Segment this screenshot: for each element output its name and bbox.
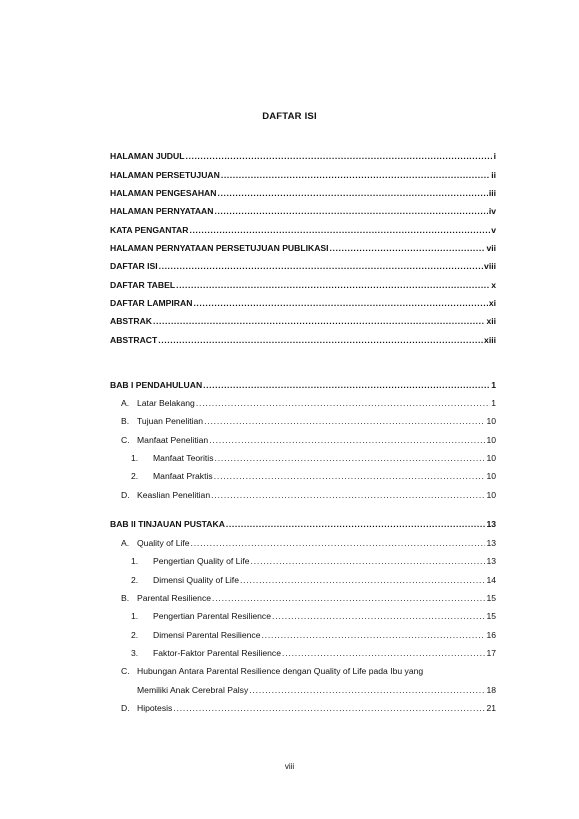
toc-entry-manfaat-praktis[interactable]: 2. Manfaat Praktis ..... 10 <box>131 467 496 481</box>
toc-entry-halaman-pernyataan[interactable]: HALAMAN PERNYATAAN ..... iv <box>110 202 496 216</box>
page-number: viii <box>284 762 295 771</box>
toc-entry-dimensi-parental-resilience[interactable]: 2. Dimensi Parental Resilience ..... 16 <box>131 626 496 640</box>
toc-chapter-bab-1[interactable]: BAB I PENDAHULUAN ..... 1 <box>110 376 496 390</box>
toc-entry-latar-belakang[interactable]: A. Latar Belakang ..... 1 <box>121 394 496 408</box>
toc-entry-abstract[interactable]: ABSTRACT ..... xiii <box>110 331 496 345</box>
toc-entry-parental-resilience[interactable]: B. Parental Resilience ..... 15 <box>121 589 496 603</box>
toc-entry-kata-pengantar[interactable]: KATA PENGANTAR ..... v <box>110 221 496 235</box>
toc-entry-faktor-parental-resilience[interactable]: 3. Faktor-Faktor Parental Resilience ..... 17 <box>131 644 496 658</box>
page-title: DAFTAR ISI <box>262 111 317 122</box>
toc-entry-hubungan-line-1[interactable]: C. Hubungan Antara Parental Resilience dengan Quality of Life pada Ibu yang <box>121 666 424 676</box>
toc-entry-halaman-judul[interactable]: HALAMAN JUDUL ..... i <box>110 147 496 161</box>
toc-entry-tujuan-penelitian[interactable]: B. Tujuan Penelitian ..... 10 <box>121 412 496 426</box>
toc-entry-abstrak[interactable]: ABSTRAK ..... xii <box>110 312 496 326</box>
toc-entry-daftar-tabel[interactable]: DAFTAR TABEL ..... x <box>110 276 496 290</box>
toc-entry-quality-of-life[interactable]: A. Quality of Life ..... 13 <box>121 534 496 548</box>
toc-entry-daftar-lampiran[interactable]: DAFTAR LAMPIRAN ..... xi <box>110 294 496 308</box>
toc-entry-dimensi-quality-of-life[interactable]: 2. Dimensi Quality of Life ..... 14 <box>131 571 496 585</box>
toc-entry-daftar-isi[interactable]: DAFTAR ISI ..... viii <box>110 257 496 271</box>
toc-entry-halaman-pengesahan[interactable]: HALAMAN PENGESAHAN ..... iii <box>110 184 496 198</box>
toc-entry-manfaat-teoritis[interactable]: 1. Manfaat Teoritis ..... 10 <box>131 449 496 463</box>
toc-entry-hubungan-line-2[interactable]: Memiliki Anak Cerebral Palsy ..... 18 <box>137 681 496 695</box>
toc-entry-persetujuan-publikasi[interactable]: HALAMAN PERNYATAAN PERSETUJUAN PUBLIKASI ..... vii <box>110 239 496 253</box>
toc-entry-pengertian-quality-of-life[interactable]: 1. Pengertian Quality of Life ..... 13 <box>131 552 496 566</box>
toc-entry-pengertian-parental-resilience[interactable]: 1. Pengertian Parental Resilience ..... 15 <box>131 607 496 621</box>
toc-entry-keaslian-penelitian[interactable]: D. Keaslian Penelitian ..... 10 <box>121 486 496 500</box>
toc-entry-hipotesis[interactable]: D. Hipotesis ..... 21 <box>121 699 496 713</box>
toc-entry-halaman-persetujuan[interactable]: HALAMAN PERSETUJUAN ..... ii <box>110 166 496 180</box>
toc-entry-manfaat-penelitian[interactable]: C. Manfaat Penelitian ..... 10 <box>121 431 496 445</box>
toc-chapter-bab-2[interactable]: BAB II TINJAUAN PUSTAKA ..... 13 <box>110 515 496 529</box>
